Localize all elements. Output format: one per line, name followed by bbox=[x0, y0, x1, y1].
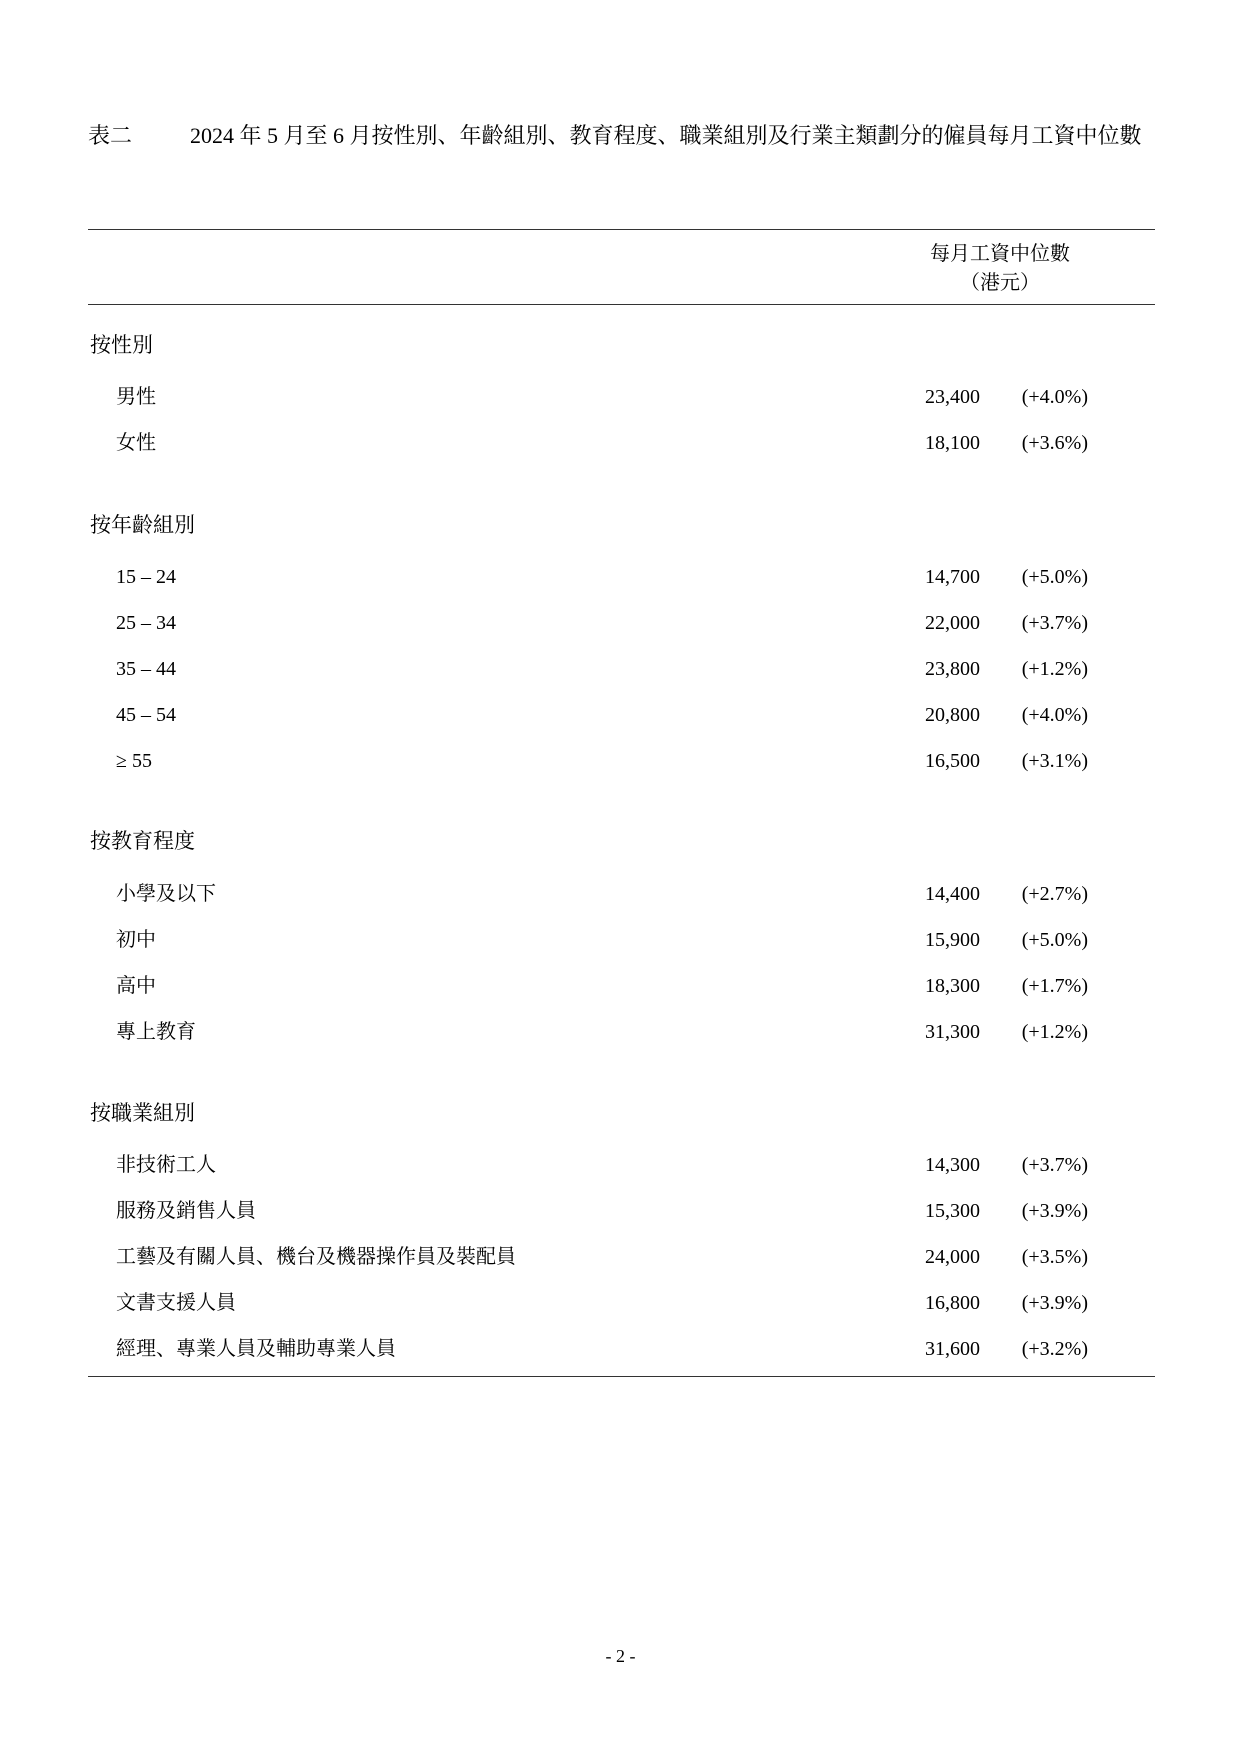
column-header-median: 每月工資中位數 bbox=[930, 243, 1070, 265]
row-value: 14,400 bbox=[925, 883, 980, 905]
table-row bbox=[88, 1288, 1155, 1318]
header-rule bbox=[88, 304, 1155, 305]
row-change: (+3.6%) bbox=[1021, 432, 1088, 454]
page-number: - 2 - bbox=[605, 1646, 636, 1666]
row-value: 16,800 bbox=[925, 1292, 980, 1314]
section-title-education: 按教育程度 bbox=[90, 829, 195, 853]
row-label: 高中 bbox=[116, 975, 156, 997]
row-change: (+1.2%) bbox=[1021, 658, 1088, 680]
row-change: (+2.7%) bbox=[1021, 883, 1088, 905]
table-row bbox=[88, 879, 1155, 909]
row-label: 服務及銷售人員 bbox=[116, 1200, 256, 1222]
row-value: 22,000 bbox=[925, 612, 980, 634]
table-number: 表二 bbox=[88, 123, 133, 148]
row-change: (+3.9%) bbox=[1021, 1200, 1088, 1222]
row-value: 15,900 bbox=[925, 929, 980, 951]
row-label: 初中 bbox=[116, 929, 156, 951]
table-row bbox=[88, 1150, 1155, 1180]
row-label: 小學及以下 bbox=[116, 883, 216, 905]
row-value: 14,700 bbox=[925, 566, 980, 588]
section-title-occupation: 按職業組別 bbox=[90, 1101, 195, 1125]
row-change: (+1.2%) bbox=[1021, 1021, 1088, 1043]
row-value: 31,600 bbox=[925, 1338, 980, 1360]
table-row bbox=[88, 608, 1155, 638]
row-change: (+3.1%) bbox=[1021, 750, 1088, 772]
section-title-age: 按年齡組別 bbox=[90, 513, 195, 537]
row-change: (+3.7%) bbox=[1021, 612, 1088, 634]
row-change: (+5.0%) bbox=[1021, 566, 1088, 588]
row-label: 男性 bbox=[116, 386, 156, 408]
table-row bbox=[88, 654, 1155, 684]
row-change: (+1.7%) bbox=[1021, 975, 1088, 997]
row-value: 20,800 bbox=[925, 704, 980, 726]
row-value: 23,400 bbox=[925, 386, 980, 408]
row-change: (+3.5%) bbox=[1021, 1246, 1088, 1268]
table-row bbox=[88, 1334, 1155, 1364]
table-row bbox=[88, 1017, 1155, 1047]
row-label: 經理、專業人員及輔助專業人員 bbox=[116, 1338, 396, 1360]
row-label: 非技術工人 bbox=[116, 1154, 216, 1176]
table-row bbox=[88, 1196, 1155, 1226]
row-value: 14,300 bbox=[925, 1154, 980, 1176]
row-label: 文書支援人員 bbox=[116, 1292, 236, 1314]
row-value: 24,000 bbox=[925, 1246, 980, 1268]
row-change: (+5.0%) bbox=[1021, 929, 1088, 951]
table-row bbox=[88, 428, 1155, 458]
table-row bbox=[88, 925, 1155, 955]
table-row bbox=[88, 562, 1155, 592]
row-label: 25 – 34 bbox=[116, 612, 176, 634]
row-label: ≥ 55 bbox=[116, 750, 152, 772]
row-label: 35 – 44 bbox=[116, 658, 176, 680]
row-change: (+4.0%) bbox=[1021, 704, 1088, 726]
table-row bbox=[88, 382, 1155, 412]
row-change: (+3.2%) bbox=[1021, 1338, 1088, 1360]
row-change: (+3.9%) bbox=[1021, 1292, 1088, 1314]
row-value: 18,300 bbox=[925, 975, 980, 997]
table-row bbox=[88, 1242, 1155, 1272]
row-change: (+4.0%) bbox=[1021, 386, 1088, 408]
table-caption: 2024 年 5 月至 6 月按性別、年齡組別、教育程度、職業組別及行業主類劃分的僱員每月工資中位數 bbox=[190, 123, 1142, 148]
bottom-rule bbox=[88, 1376, 1155, 1377]
row-value: 31,300 bbox=[925, 1021, 980, 1043]
column-header-unit: （港元） bbox=[960, 272, 1040, 294]
table-row bbox=[88, 746, 1155, 776]
top-rule bbox=[88, 229, 1155, 230]
row-value: 23,800 bbox=[925, 658, 980, 680]
table-row bbox=[88, 971, 1155, 1001]
row-change: (+3.7%) bbox=[1021, 1154, 1088, 1176]
row-label: 女性 bbox=[116, 432, 156, 454]
row-label: 15 – 24 bbox=[116, 566, 176, 588]
row-value: 15,300 bbox=[925, 1200, 980, 1222]
row-label: 專上教育 bbox=[116, 1021, 196, 1043]
row-label: 工藝及有關人員、機台及機器操作員及裝配員 bbox=[116, 1246, 516, 1268]
row-value: 18,100 bbox=[925, 432, 980, 454]
section-title-sex: 按性別 bbox=[90, 333, 153, 357]
row-label: 45 – 54 bbox=[116, 704, 176, 726]
row-value: 16,500 bbox=[925, 750, 980, 772]
table-row bbox=[88, 700, 1155, 730]
